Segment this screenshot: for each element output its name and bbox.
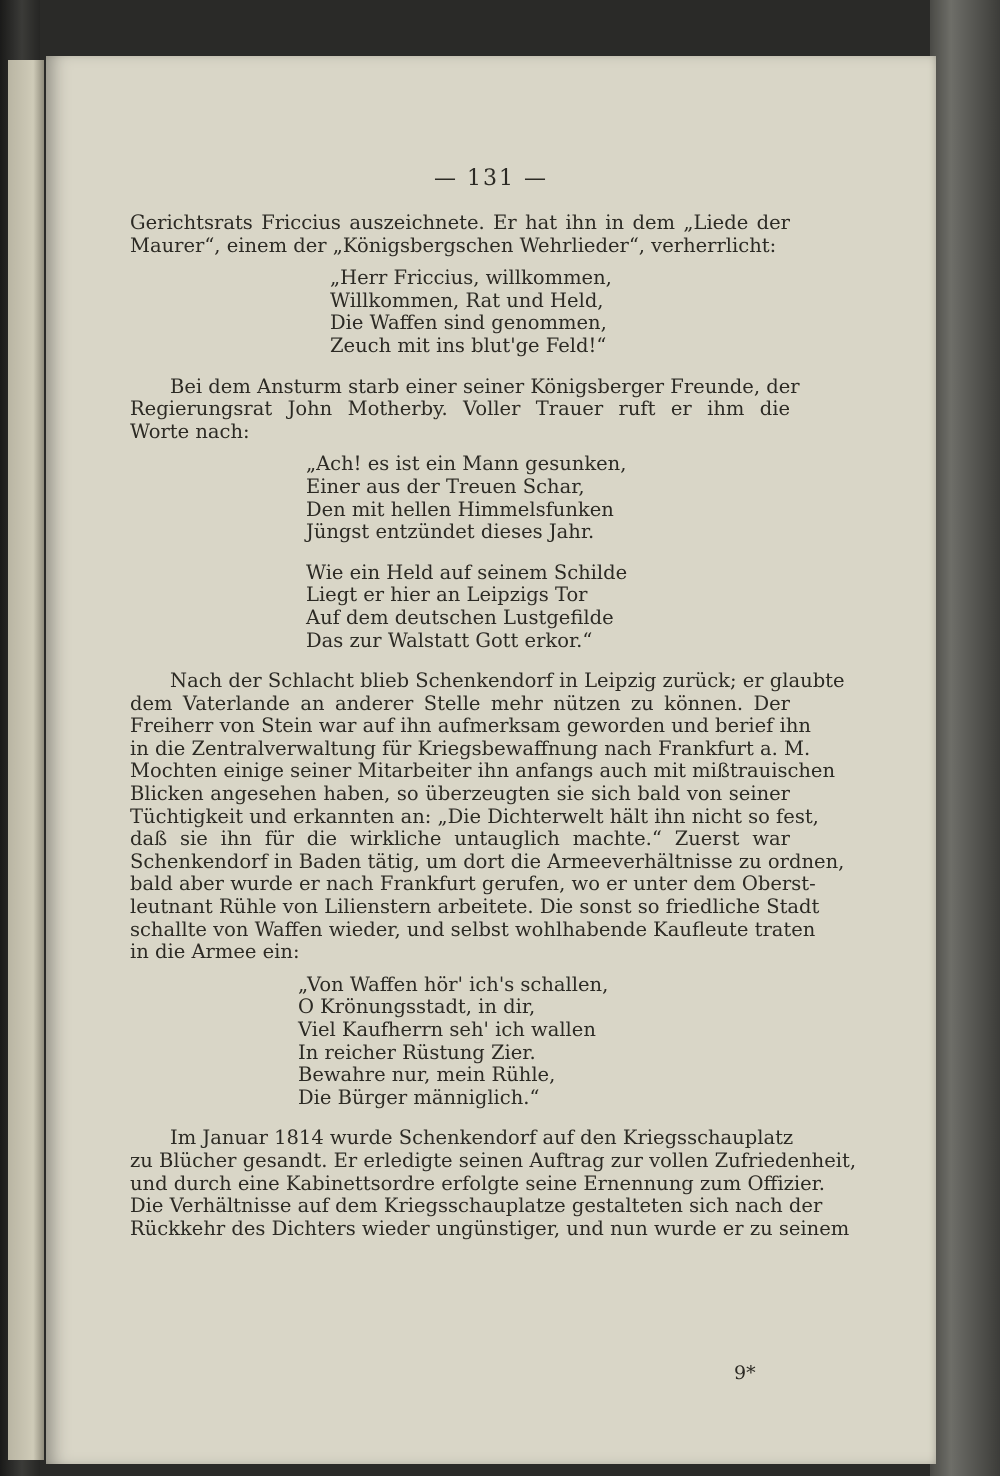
verse-line: Viel Kaufherrn seh' ich wallen (298, 1018, 596, 1041)
verse-line: O Krönungsstadt, in dir, (298, 995, 536, 1019)
verse-line: „Herr Friccius, willkommen, (330, 266, 612, 290)
verse-line: „Von Waffen hör' ich's schallen, (298, 972, 609, 996)
text-line: Rückkehr des Dichters wieder ungünstiger, und nun wurde er zu seinem (130, 1216, 850, 1240)
text-line: in die Armee ein: (130, 940, 300, 964)
paragraph (130, 669, 845, 964)
text-line: Nach der Schlacht blieb Schenkendorf in Leipzig zurück; er glaubte (170, 669, 845, 693)
text-line: und durch eine Kabinettsordre erfolgte seine Ernennung zum Offizier. (130, 1171, 826, 1195)
text-line: Blicken angesehen haben, so überzeugten sie sich bald von seiner (130, 782, 790, 806)
verse-line: Liegt er hier an Leipzigs Tor (306, 583, 588, 607)
paragraph (130, 374, 800, 444)
text-line: Regierungsrat John Motherby. Voller Trauer ruft er ihm die (130, 397, 790, 421)
text-line: Bei dem Ansturm starb einer seiner Königsberger Freunde, der (170, 374, 800, 398)
text-line: daß sie ihn für die wirkliche untauglich machte.“ Zuerst war (130, 827, 790, 851)
text-line: Tüchtigkeit und erkannten an: „Die Dichterwelt hält ihn nicht so fest, (130, 804, 819, 828)
verse-line: Auf dem deutschen Lustgefilde (306, 605, 614, 629)
text-line: Die Verhältnisse auf dem Kriegsschauplatze gestalteten sich nach der (130, 1194, 823, 1218)
text-line: bald aber wurde er nach Frankfurt gerufen, wo er unter dem Oberst- (130, 872, 816, 896)
verse-line: Die Bürger männiglich.“ (298, 1085, 540, 1109)
text-line: Maurer“, einem der „Königsbergschen Wehrlieder“, verherrlicht: (130, 233, 777, 257)
verse-line: Zeuch mit ins blut'ge Feld!“ (330, 333, 607, 357)
verse-stanza (130, 974, 790, 1110)
verse-line: In reicher Rüstung Zier. (298, 1040, 536, 1064)
page-number: — 131 — (434, 166, 548, 191)
book-cover-edge (930, 0, 1000, 1476)
verse-line: „Ach! es ist ein Mann gesunken, (306, 452, 627, 476)
text-line: schallte von Waffen wieder, und selbst wohlhabende Kaufleute traten (130, 917, 816, 941)
text-line: Schenkendorf in Baden tätig, um dort die Armeeverhältnisse zu ordnen, (130, 849, 845, 873)
text-line: Mochten einige seiner Mitarbeiter ihn anfangs auch mit mißtrauischen (130, 759, 836, 783)
paragraph (130, 1126, 857, 1240)
text-line: Freiherr von Stein war auf ihn aufmerksam geworden und berief ihn (130, 714, 811, 738)
verse-line: Den mit hellen Himmelsfunken (306, 497, 614, 521)
verse-line: Die Waffen sind genommen, (330, 311, 607, 335)
text-line: in die Zentralverwaltung für Kriegsbewaffnung nach Frankfurt a. M. (130, 736, 811, 760)
verse-stanza (130, 453, 790, 543)
verse-line: Einer aus der Treuen Schar, (306, 474, 585, 498)
verse-stanza (130, 562, 790, 652)
text-line: leutnant Rühle von Lilienstern arbeitete. Die sonst so friedliche Stadt (130, 895, 820, 919)
verse-line: Wie ein Held auf seinem Schilde (306, 560, 628, 584)
text-line: Im Januar 1814 wurde Schenkendorf auf den Kriegsschauplatz (170, 1126, 794, 1150)
text-line: dem Vaterlande an anderer Stelle mehr nützen zu können. Der (130, 691, 790, 715)
facing-page-edge (8, 60, 44, 1460)
text-line: Worte nach: (130, 419, 250, 443)
printer-signature: 9* (734, 1362, 756, 1384)
verse-stanza (130, 267, 790, 357)
verse-line: Jüngst entzündet dieses Jahr. (306, 520, 595, 544)
verse-line: Willkommen, Rat und Held, (330, 288, 604, 312)
verse-line: Das zur Walstatt Gott erkor.“ (306, 628, 593, 652)
verse-line: Bewahre nur, mein Rühle, (298, 1063, 556, 1087)
book-page (46, 56, 936, 1464)
page-text (130, 211, 857, 1240)
text-line: Gerichtsrats Friccius auszeichnete. Er hat ihn in dem „Liede der (130, 211, 790, 234)
text-line: zu Blücher gesandt. Er erledigte seinen Auftrag zur vollen Zufriedenheit, (130, 1148, 857, 1172)
paragraph (130, 212, 790, 257)
